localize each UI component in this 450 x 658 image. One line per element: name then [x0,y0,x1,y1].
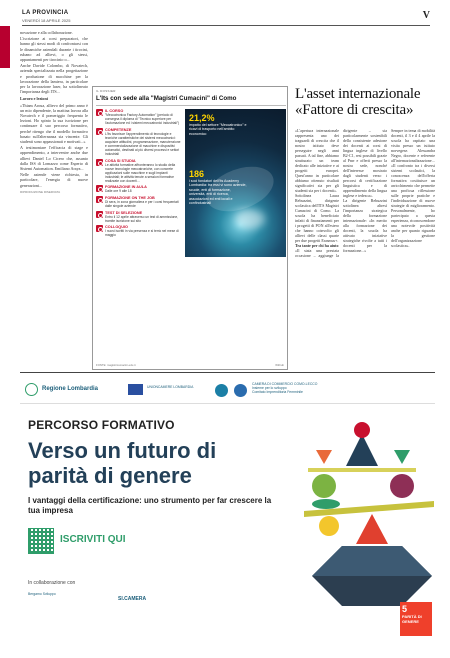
dossier-credit: Withub [275,363,284,367]
left-paragraph: A testimoniare l'efficacia di stage e apprendimento, a intervenire anche due allievi Daniel Lo Cicero che, assunto dalla ISS di Lomazzo come Esperto di Sistemi Automation. Emiliano Araya... [20,145,88,172]
dossier-label: IL DOSSIER [96,89,116,93]
right-paragraph: Sempre in tema di mobilità docenti, il 3 e il 4 aprile la scuola ha ospitato una visita presso un istituto norvegese. Alessandra Negro, docente e referente all'internazionalizzazione... [391,128,435,163]
base-top-shape [312,546,432,576]
ad-kicker: PERCORSO FORMATIVO [28,418,175,432]
dossier-divider [96,105,286,106]
camera-commercio-logo [252,382,362,394]
dossier-item [96,211,182,223]
red-top-sphere-shape [354,422,370,438]
right-paragraph: «L'apertura internazionale rappresenta uno dei traguardi di crescita che il nostro istituto deve perseguire negli anni passati. A tal fine, abbiamo strutturato un team dedicato alle iniziative e ai progetti europei. Quest'anno in particolare abbiamo ottenuto risultati significativi sia per gli studenti sia per i docenti». [295,128,339,193]
stat-number: 21,2% [189,113,215,123]
dossier-item [96,128,182,157]
dossier-item [96,159,182,183]
dossier-item-heading: FORMAZIONE ON THE JOB [105,195,155,200]
header-rule [22,25,430,26]
stat-text: i soci fondatori dell'Its Academy Lombardia: tra essi vi sono aziende, scuole, enti di formazione, università, enti di ricerca, associazioni ed enti locali e confindustriali [189,179,247,206]
ad-headline: Verso un futuro di parità di genere [28,438,217,488]
orange-cone-shape [316,450,332,464]
left-paragraph: Nelle aziende viene richiesta, in particolare, l'energia di nuove generazioni... [20,172,88,188]
left-subheading: Lavoro e lezioni [20,96,48,102]
right-paragraph: Sottolinea Laura Rebuzzini, dirigente scolastica dell'ITS Magistri Cumacini di Como. La scuola ha beneficiato infatti di finanziamenti per i progetti di PON all'estero che hanno coinvolto gli allievi delle classi quarte per due progetti Erasmus+. [295,193,339,243]
camera-committee: Comitato Imprenditoria Femminile [252,390,303,394]
dossier-item [96,196,182,208]
register-cta-label[interactable]: ISCRIVITI QUI [60,534,126,545]
sponsor-logo-bar [20,378,435,404]
dossier-item-text: "Meccatronica Factory Automation" (periodo di consegna il diploma di "Tecnico superiore per l'automazione ed i sistemi meccatronici industriali") [105,113,180,126]
left-paragraph: L'iscrizione ai corsi preparatori, che hanno gli stessi modi di confrontarsi con le dinamiche aziendali durante i tirocini, rubano ad allievi, o gli stessi, appuntamenti per tirocinio o... [20,36,88,63]
sdg-number: 5 [402,604,408,614]
left-credit: RIPRODUZIONE RISERVATA [20,189,61,194]
dossier-item [96,225,182,237]
green-cone-shape [394,450,410,464]
ad-subheadline: I vantaggi della certificazione: uno strumento per far crescere la tua impresa [28,496,272,515]
issue-date: VENERDÌ 18 APRILE 2025 [22,18,71,23]
left-paragraph: «Thiam Aroua, allievo del primo anno è un mio dipendente, la mattina lavora alla Novatech e il pomeriggio frequenta le lezioni. Ho spinto la sua iscrizione per continuare il suo percorso formativo, perché ritengo che il modello formativo basato sull'alternanza sia vincente. Gli studenti sono appassionati e motivati...» [20,102,88,145]
collaboration-label: In collaborazione con [28,580,76,586]
yellow-sphere-shape [319,516,339,536]
left-column-article [20,30,88,362]
right-paragraph: «Il confronto tra i diversi sistemi scolastici, la conoscenza dell'offerta formativa costituisce un arricchimento che permette una proficua riflessione sulle proprie pratiche e l'individuazione di nuove strategie di miglioramento. Personalmente, ho partecipato a questa esperienza, riconoscendone una notevole positività anche per quanto riguarda la gestione dell'organizzazione scolastica». [391,163,435,248]
arrow-logo-icon [234,384,247,397]
right-paragraph: «Il stata una prestata occasione – aggiunge la dirigente – sia particolarmente sostenibili della consistente adesione dei docenti ai corsi di lingua inglese di livello B2-C1, resi possibili grazie al Pnrr e offerti presso la nostra sede, nonché dell'interesse mostrato dagli studenti verso i percorsi di certificazione linguistica e di apprendimento della lingua inglese e tedesca». [295,128,387,258]
stat-block [189,169,247,205]
info-icon [96,159,103,166]
dossier-item-text: Le attività formative affronteranno lo studio della nuove tecnologie meccatroniche, con concrete applicazioni sulle macchine e sugli impianti industriali; le attività tenute a sessioni formative realizzate con docenti... [105,162,176,183]
section-marker-bar [0,26,10,68]
dossier-item-heading: FORMAZIONE IN AULA [105,185,147,190]
light-glow [235,209,265,229]
right-paragraph: La dirigente Rebuzzini sottolinea altresì l'importanza strategica della formazione internazionale: «In merito alla formazione dei docenti, la scuola ha attivato iniziative strategiche rivolte a tutti i docenti per la formazione...» [343,198,387,253]
unioncamere-logo: UNIONCAMERE LOMBARDIA [147,385,194,389]
newspaper-name: LA PROVINCIA [22,10,69,16]
red-cone-shape [356,514,388,544]
robot-lab-photo [185,109,286,257]
dossier-box [92,86,288,370]
info-icon [96,225,103,232]
ad-separator [20,372,435,373]
dossier-item-text: I nuovi iscritti in via presenza e si terrà nel mese di maggio [105,229,179,238]
info-icon [96,128,103,135]
bergamo-sviluppo-logo: Bergamo Sviluppo [28,592,56,596]
dossier-item-text: L'Its favorisce l'apprendimento di tecnologie e tecniche caratteristiche dei sistemi meccatronici: acquisire attitudini, programmazione, manutenzione e commercializzazione di macchine e dispositivi automatici, destinati ai più diversi processi e settori industriali [105,131,181,157]
green-sphere-shape [312,474,336,498]
dossier-source: FONTE: magistricumacini.edu.it [96,363,136,367]
qr-code-icon[interactable] [28,528,54,554]
info-icon [96,196,103,203]
page-number: V [422,10,430,21]
balance-sculpture-svg [284,406,434,606]
balance-sculpture-illustration [284,406,434,652]
right-article-header [295,86,435,118]
info-icon [96,185,103,192]
camera-tagline: Insieme per lo sviluppo [252,386,287,390]
navy-cone-shape [346,434,378,466]
left-paragraph: Anche Davide Colombo, di Novatech, azienda specializzata nella progettazione e produzione di macchine per la lavorazione della lamiera, in particolare per la lavorazione laser, ha sottolineato l'importanza degli ITS... [20,63,88,95]
dossier-item [96,185,182,193]
sdg-label: PARITÀ DI GENERE [402,614,422,624]
dossier-items [96,109,182,240]
dossier-item-text: Entro il 12 aprile attraverso un test di ammissione, tramite iscrizione sul sito [105,214,179,223]
regione-lombardia-logo: Regione Lombardia [42,386,99,392]
dossier-item-text: Dalle ore 9 alle 18 [105,189,132,194]
green-disk-shape [312,499,340,509]
dossier-item-text: Di sera, in zona giornaliera e per i corsi frequentati dalle singole aziende [105,199,179,209]
network-logo-icon [215,384,228,397]
dossier-title: L'Its con sede alla "Magistri Cumacini" di Como [96,95,237,102]
sicamera-logo: SI.CAMERA [118,596,147,602]
camera-name: CAMERA DI COMMERCIO COMO-LECCO [252,382,318,386]
eu-flag-icon [128,384,143,395]
top-bar-shape [308,468,416,472]
partner-logos [28,592,178,614]
advertisement [20,378,435,653]
purple-sphere-shape [390,474,414,498]
dossier-item [96,109,182,125]
sdg-5-badge [400,602,432,636]
right-subheading: Tra tante per chi ha aiuto [295,243,339,248]
dossier-item-heading: COMPETENZE [105,127,132,132]
regione-lombardia-logo-icon [25,383,38,396]
stat-number: 186 [189,169,205,179]
stat-block [189,113,247,136]
dossier-item-heading: COSA SI STUDIA [105,158,136,163]
info-icon [96,109,103,116]
dossier-item-heading: IL CORSO [105,109,124,113]
right-article-body [295,128,435,368]
register-cta[interactable] [28,528,138,556]
dossier-item-heading: TEST DI SELEZIONE [105,210,143,215]
left-paragraph: novazione e alla collaborazione. [20,30,73,35]
stat-text: impatto del settore "Meccatronico" e ricavi di trasporto nell'ambito economico [189,123,247,136]
dossier-item-heading: COLLOQUIO [105,225,128,230]
info-icon [96,211,103,218]
right-article-title: L'asset internazionale «Fattore di crescita» [295,86,421,118]
